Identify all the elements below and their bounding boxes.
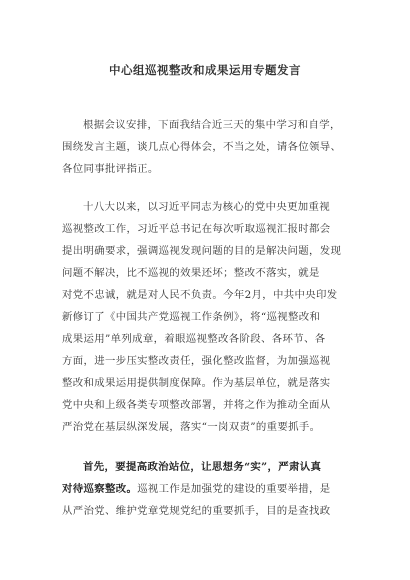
paragraph-2-line-2: 巡视整改工作，习近平总书记在每次听取巡视汇报时都会 — [62, 223, 331, 235]
paragraph-2-line-6: 新修订了《中国共产党巡视工作条例》，将“巡视整改和 — [62, 311, 321, 323]
paragraph-2-line-9: 整改和成果运用提供制度保障。作为基层单位，就是落实 — [62, 377, 331, 389]
paragraph-2-line-11: 严治党在基层纵深发展，落实“一岗双责”的重要抓手。 — [62, 421, 321, 433]
paragraph-2-line-8: 方面，进一步压实整改责任，强化整改监督，为加强巡视 — [62, 355, 331, 367]
paragraph-1-line-3: 各位同事批评指正。 — [62, 163, 159, 175]
paragraph-2-line-4: 问题不解决，比不巡视的效果还坏；整改不落实，就是 — [62, 267, 320, 279]
paragraph-2-line-7: 成果运用”单列成章，着眼巡视整改各阶段、各环节、各 — [62, 333, 326, 345]
document-title: 中心组巡视整改和成果运用专题发言 — [109, 63, 301, 77]
paragraph-3-line-2 — [62, 482, 362, 496]
paragraph-2-line-3: 提出明确要求，强调巡视发现问题的目的是解决问题，发现 — [62, 245, 342, 257]
paragraph-2-line-10: 党中央和上级各类专项整改部署，并将之作为推动全面从 — [62, 399, 331, 411]
paragraph-3-line-2-text: 巡视工作是加强党的建设的重要举措，是 — [137, 483, 331, 495]
section-heading-line-2: 对待巡察整改。 — [62, 483, 138, 495]
paragraph-2-line-5: 对党不忠诚，就是对人民不负责。今年2月，中共中央印发 — [62, 289, 338, 301]
paragraph-3-line-3: 从严治党、维护党章党规党纪的重要抓手，目的是查找政 — [62, 505, 331, 517]
section-heading-line-1: 首先，要提高政治站位，让思想务“实”，严肃认真 — [83, 461, 322, 473]
paragraph-1-line-2: 围绕发言主题，谈几点心得体会，不当之处，请各位领导、 — [62, 141, 342, 153]
paragraph-2-line-1: 十八大以来，以习近平同志为核心的党中央更加重视 — [83, 201, 331, 213]
paragraph-1-line-1: 根据会议安排，下面我结合近三天的集中学习和自学， — [83, 119, 341, 131]
